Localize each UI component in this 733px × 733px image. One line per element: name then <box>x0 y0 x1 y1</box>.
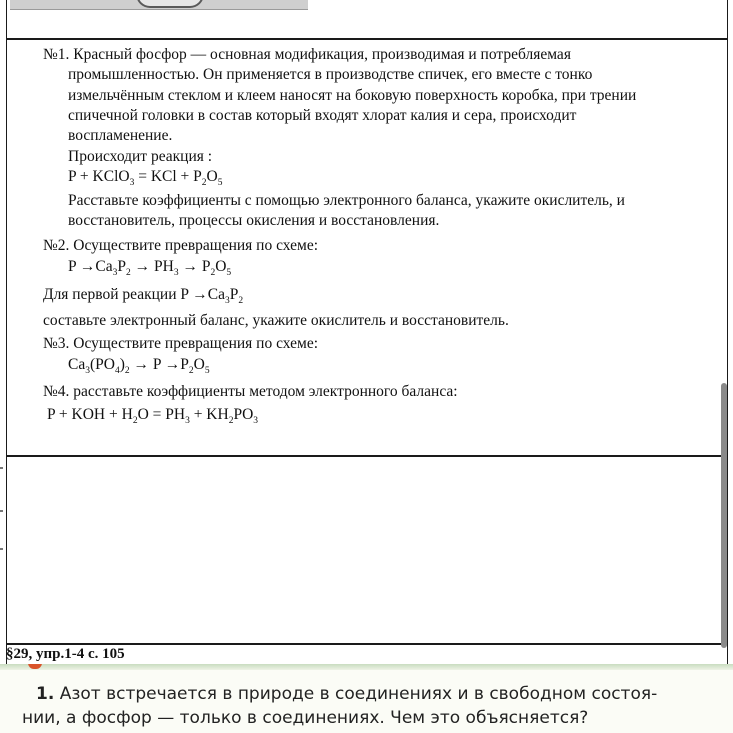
margin-mark <box>0 467 3 469</box>
thumbnail-graphic <box>136 0 204 8</box>
task1-line: воспламенение. <box>68 127 173 144</box>
task3-scheme: $Ca_3(PO_4)_2 \to P \to P_2O_5$ <box>68 356 210 376</box>
textbook-line-1 <box>36 684 657 704</box>
textbook-header-band <box>0 664 733 670</box>
task2-first-reaction: Для первой реакции $P \to Ca_3P_2$ <box>43 286 244 306</box>
task1-instruction: Расставьте коэффициенты с помощью электронного баланса, укажите окислитель, и <box>68 192 625 209</box>
exercise-text: Азот встречается в природе в соединениях и в свободном состоя- <box>59 684 658 704</box>
task1-equation: P + KClO$_3$ = KCl + $P_2O_5$ <box>68 168 223 188</box>
task4-heading: №4. расставьте коэффициенты методом электронного баланса: <box>43 383 458 400</box>
margin-mark <box>0 548 3 550</box>
image-thumbnail <box>10 0 308 10</box>
exercise-number: 1. <box>36 684 55 704</box>
task3-heading: №3. Осуществите превращения по схеме: <box>43 335 319 352</box>
task1-reaction-intro: Происходит реакция : <box>68 148 213 165</box>
table-right-border <box>727 0 728 664</box>
textbook-excerpt <box>0 664 733 733</box>
table-left-border <box>6 0 7 664</box>
task2-heading: №2. Осуществите превращения по схеме: <box>43 237 319 254</box>
task1-line: измельчённым стеклом и клеем наносят на боковую поверхность коробка, при трении <box>68 87 637 104</box>
task1-line: спичечной головки в состав который входят хлорат калия и сера, происходит <box>68 107 577 124</box>
task2-instruction: составьте электронный баланс, укажите окислитель и восстановитель. <box>43 312 509 329</box>
table-divider-middle <box>6 455 728 457</box>
homework-reference: §29, упр.1-4 с. 105 <box>6 646 125 662</box>
task1-instruction: восстановитель, процессы окисления и восстановления. <box>68 212 440 229</box>
table-divider-top <box>6 38 728 40</box>
margin-mark <box>0 510 3 512</box>
task2-scheme: $P \to Ca_3P_2 \to PH_3 \to P_2O_5$ <box>68 258 232 278</box>
scrollbar[interactable] <box>721 383 727 648</box>
task1-line: №1. Красный фосфор — основная модификация, производимая и потребляемая <box>43 46 571 63</box>
textbook-line-2: нии, а фосфор — только в соединениях. Чем это объясняется? <box>22 708 589 728</box>
task1-line: промышленностью. Он применяется в производстве спичек, его вместе с тонко <box>68 66 593 83</box>
task4-equation: P + KOH + $H_2O = PH_3 + KH_2PO_3$ <box>47 406 259 426</box>
table-divider-bottom <box>6 643 728 645</box>
